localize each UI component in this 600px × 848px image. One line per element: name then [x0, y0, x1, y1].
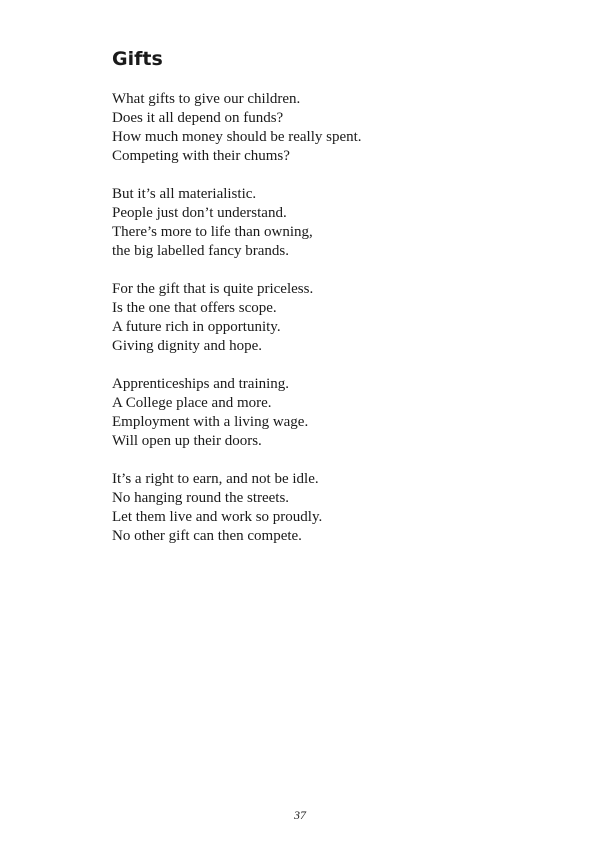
poem-line: Giving dignity and hope.	[112, 338, 262, 354]
stanza-1	[112, 90, 552, 166]
poem-title: Gifts	[112, 48, 163, 70]
stanza-3	[112, 280, 552, 356]
poem-line: Employment with a living wage.	[112, 414, 309, 430]
poem-line: There’s more to life than owning,	[112, 224, 313, 240]
poem-line: What gifts to give our children.	[112, 91, 301, 107]
poem-line: It’s a right to earn, and not be idle.	[112, 471, 319, 487]
stanza-4	[112, 375, 552, 451]
poem-line: the big labelled fancy brands.	[112, 243, 290, 259]
poem-line: No other gift can then compete.	[112, 528, 302, 544]
poem-line: Competing with their chums?	[112, 148, 290, 164]
poem-line: How much money should be really spent.	[112, 129, 362, 145]
poem-line: No hanging round the streets.	[112, 490, 290, 506]
poem-body	[112, 90, 552, 565]
poem-line: For the gift that is quite priceless.	[112, 281, 314, 297]
poem-line: Does it all depend on funds?	[112, 110, 284, 126]
stanza-5	[112, 470, 552, 546]
poem-line: Will open up their doors.	[112, 433, 262, 449]
poem-line: A future rich in opportunity.	[112, 319, 281, 335]
stanza-2	[112, 185, 552, 261]
poem-line: Let them live and work so proudly.	[112, 509, 323, 525]
poem-line: Apprenticeships and training.	[112, 376, 290, 392]
poem-line: People just don’t understand.	[112, 205, 287, 221]
poem-line: But it’s all materialistic.	[112, 186, 257, 202]
poem-line: A College place and more.	[112, 395, 272, 411]
poem-line: Is the one that offers scope.	[112, 300, 277, 316]
page-number: 37	[294, 808, 306, 822]
